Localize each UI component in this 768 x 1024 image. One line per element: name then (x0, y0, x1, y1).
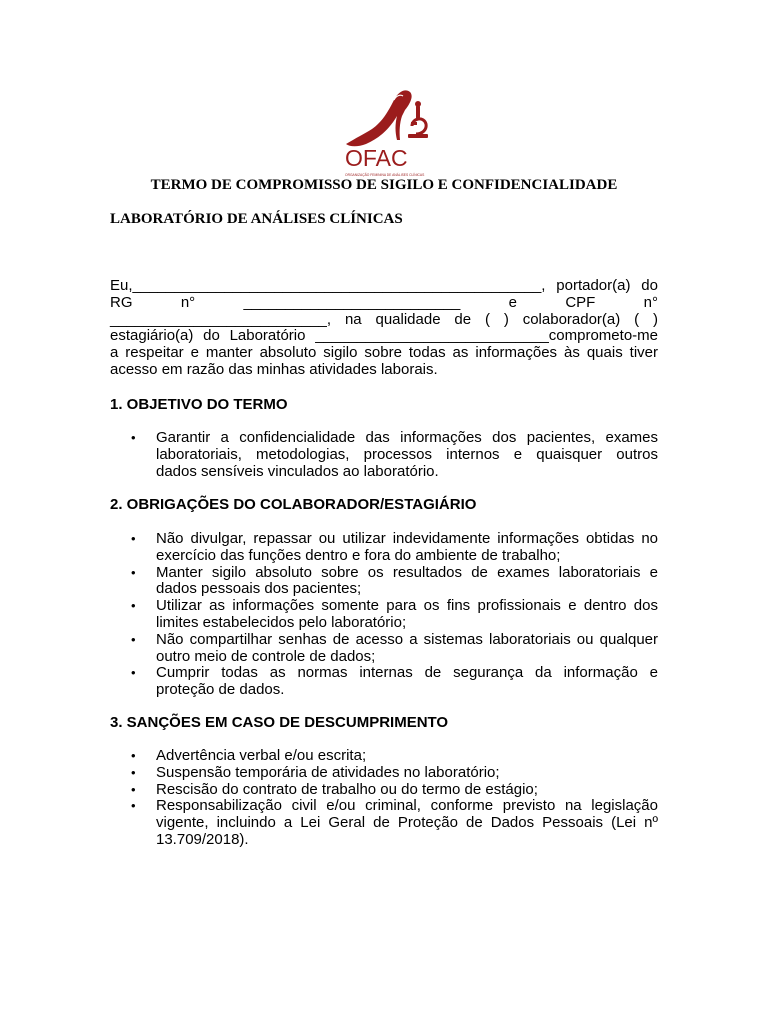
bullet-icon: • (131, 564, 136, 580)
list-item: • Não divulgar, repassar ou utilizar indevidamente informações obtidas no exercício das funções dentro e fora do ambiente de trabalho; (131, 530, 658, 564)
list-item: • Manter sigilo absoluto sobre os resultados de exames laboratoriais e dados pessoais dos pacientes; (131, 563, 658, 598)
logo-tagline: ORGANIZAÇÃO FEMININA DE ANÁLISES CLÍNICAS (345, 173, 425, 177)
ofac-logo (342, 82, 438, 178)
logo-text: OFAC (345, 145, 408, 171)
bullet-icon: • (131, 598, 136, 614)
document-title: TERMO DE COMPROMISSO DE SIGILO E CONFIDENCIALIDADE (150, 177, 618, 193)
intro-paragraph (110, 278, 658, 379)
list-item: • Rescisão do contrato de trabalho ou do termo de estágio; (131, 780, 538, 798)
bullet-icon: • (131, 531, 136, 546)
list-item: • Suspensão temporária de atividades no laboratório; (131, 763, 500, 781)
document-subtitle: LABORATÓRIO DE ANÁLISES CLÍNICAS (110, 211, 403, 227)
bullet-icon: • (131, 764, 136, 780)
bullet-icon: • (131, 631, 136, 647)
list-item: • Cumprir todas as normas internas de segurança da informação e proteção de dados. (131, 664, 658, 699)
intro-line: __________________________, na qualidade de ( ) colaborador(a) ( ) (110, 310, 658, 328)
sancoes-list (110, 748, 658, 849)
section-heading-objetivo: 1. OBJETIVO DO TERMO (110, 396, 288, 413)
bullet-icon: • (131, 430, 136, 445)
intro-line: a respeitar e manter absoluto sigilo sobre todas as informações às quais tiver (110, 344, 658, 362)
bullet-icon: • (131, 665, 136, 681)
intro-line: estagiário(a) do Laboratório ____________________________comprometo-me (110, 327, 658, 345)
intro-line: acesso em razão das minhas atividades laborais. (110, 360, 438, 378)
bullet-icon: • (131, 781, 136, 797)
list-item: • Não compartilhar senhas de acesso a sistemas laboratoriais ou qualquer outro meio de controle de dados; (131, 630, 658, 665)
obrigacoes-list (110, 531, 658, 699)
bullet-icon: • (131, 748, 136, 763)
intro-line: Eu,_________________________________________________, portador(a) do (110, 277, 658, 294)
bullet-icon: • (131, 798, 136, 814)
document-page (110, 0, 658, 1024)
list-item: • Garantir a confidencialidade das informações dos pacientes, exames laboratoriais, metodologias, processos internos e quaisquer outros dados sensíveis vinculados ao laboratório. (131, 429, 658, 480)
list-item: • Advertência verbal e/ou escrita; (131, 747, 367, 764)
section-heading-obrigacoes: 2. OBRIGAÇÕES DO COLABORADOR/ESTAGIÁRIO (110, 496, 477, 513)
section-heading-sancoes: 3. SANÇÕES EM CASO DE DESCUMPRIMENTO (110, 714, 449, 731)
high-heel-microscope-icon (342, 82, 438, 178)
intro-line: RG n° __________________________ e CPF n° (110, 293, 658, 311)
list-item: • Utilizar as informações somente para os fins profissionais e dentro dos limites estabelecidos pelo laboratório; (131, 597, 658, 631)
objetivo-list (110, 430, 658, 480)
list-item: • Responsabilização civil e/ou criminal, conforme previsto na legislação vigente, incluindo a Lei Geral de Proteção de Dados Pessoais (Lei nº 13.709/2018). (131, 797, 658, 848)
